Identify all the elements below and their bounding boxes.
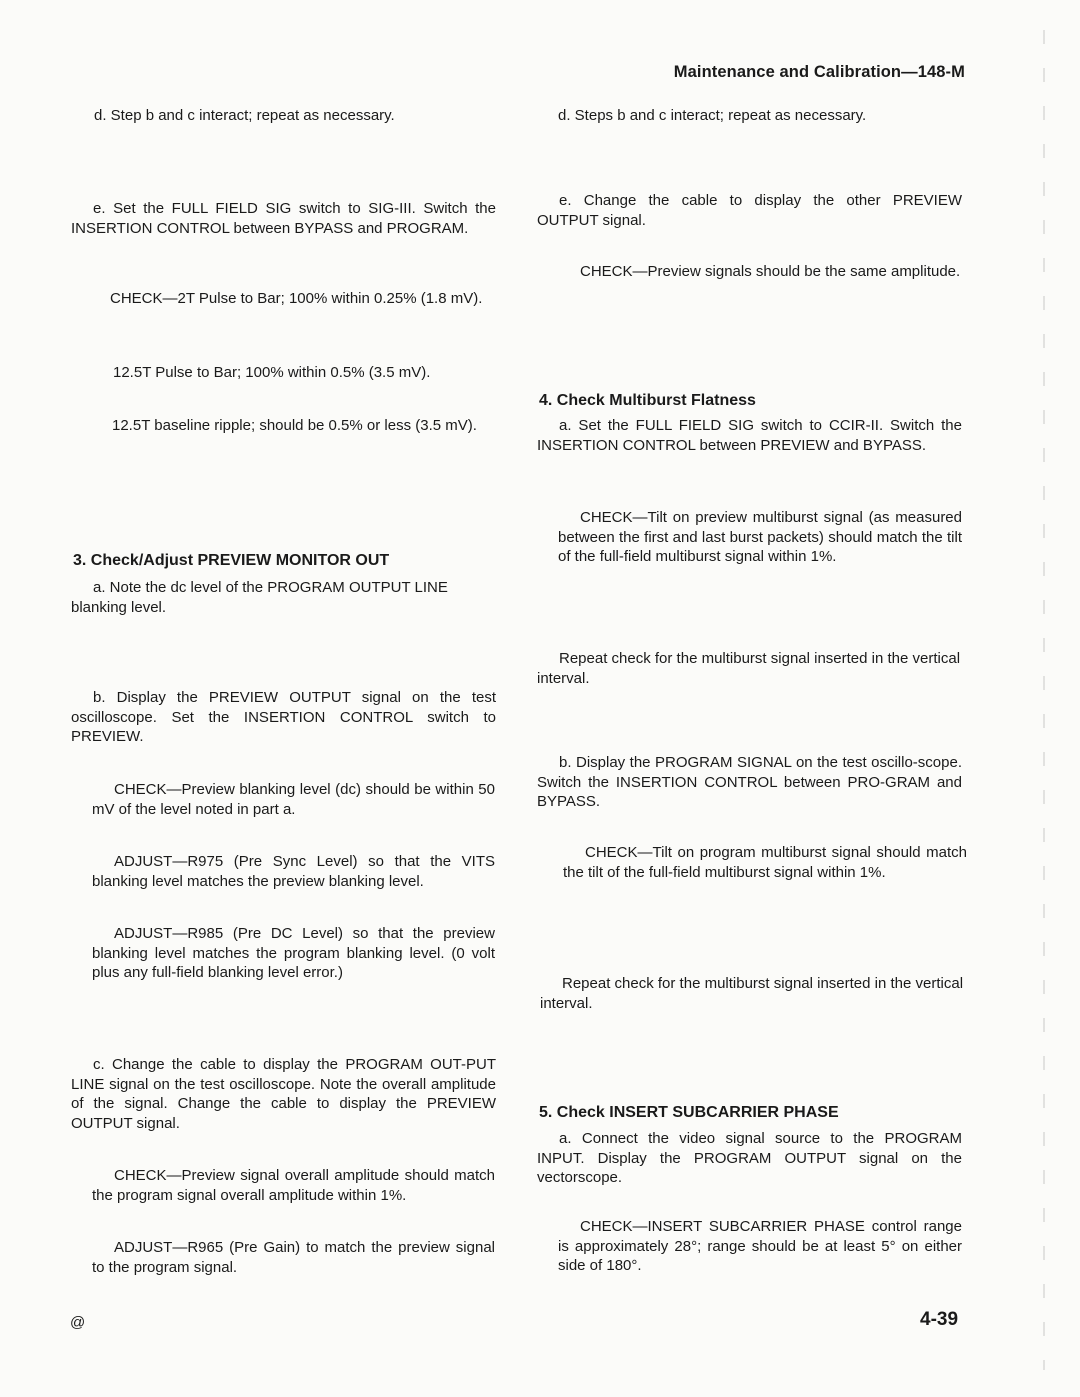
section-3-title: 3. Check/Adjust PREVIEW MONITOR OUT (73, 552, 390, 569)
check-125t-pulse-bar: 12.5T Pulse to Bar; 100% within 0.5% (3.5 mV). (113, 364, 431, 381)
page-number: 4-39 (920, 1309, 959, 1330)
check-125t-ripple: 12.5T baseline ripple; should be 0.5% or less (3.5 mV). (112, 417, 477, 434)
section-4-check-tilt-preview: CHECK—Tilt on preview multiburst signal (as measured between the first and last burst packets) should match the tilt of the full-field multiburst signal within 1%. (558, 509, 962, 565)
section-3-adjust-r985: ADJUST—R985 (Pre DC Level) so that the preview blanking level matches the program blanking level. (0 volt plus any full-field blanking level error.) (92, 925, 495, 981)
right-step-e: e. Change the cable to display the other PREVIEW OUTPUT signal. (537, 192, 962, 229)
left-step-d: d. Step b and c interact; repeat as necessary. (94, 107, 395, 124)
section-3-check-blanking: CHECK—Preview blanking level (dc) should be within 50 mV of the level noted in part a. (92, 781, 495, 818)
section-3-step-c: c. Change the cable to display the PROGRAM OUT-PUT LINE signal on the test oscilloscope. Note the overall amplitude of the signal. Change the cable to display the PREVIEW OUTPUT signal. (71, 1056, 496, 1132)
section-3-adjust-r975: ADJUST—R975 (Pre Sync Level) so that the VITS blanking level matches the preview blanking level. (92, 853, 495, 890)
scan-edge-marks (1043, 30, 1045, 1370)
section-3-step-b: b. Display the PREVIEW OUTPUT signal on the test oscilloscope. Set the INSERTION CONTROL switch to PREVIEW. (71, 689, 496, 745)
copyright-symbol: @ (70, 1314, 86, 1331)
section-4-title: 4. Check Multiburst Flatness (539, 392, 756, 409)
left-step-e: e. Set the FULL FIELD SIG switch to SIG-III. Switch the INSERTION CONTROL between BYPASS and PROGRAM. (71, 200, 496, 237)
section-5-title: 5. Check INSERT SUBCARRIER PHASE (539, 1104, 839, 1121)
section-4-step-b: b. Display the PROGRAM SIGNAL on the test oscillo-scope. Switch the INSERTION CONTROL between PRO-GRAM and BYPASS. (537, 754, 962, 810)
section-3-step-a: a. Note the dc level of the PROGRAM OUTPUT LINE blanking level. (71, 579, 448, 616)
section-3-adjust-r965: ADJUST—R965 (Pre Gain) to match the preview signal to the program signal. (92, 1239, 495, 1276)
page-header: Maintenance and Calibration—148-M (673, 63, 965, 81)
section-5-step-a: a. Connect the video signal source to the PROGRAM INPUT. Display the PROGRAM OUTPUT signal on the vectorscope. (537, 1130, 962, 1186)
section-4-step-a: a. Set the FULL FIELD SIG switch to CCIR-II. Switch the INSERTION CONTROL between PREVIEW and BYPASS. (537, 417, 962, 454)
section-3-check-amplitude: CHECK—Preview signal overall amplitude should match the program signal overall amplitude within 1%. (92, 1167, 495, 1204)
section-4-repeat-1: Repeat check for the multiburst signal inserted in the vertical interval. (537, 650, 961, 687)
right-step-d: d. Steps b and c interact; repeat as necessary. (558, 107, 867, 124)
check-2t-pulse: CHECK—2T Pulse to Bar; 100% within 0.25% (1.8 mV). (110, 290, 483, 307)
section-4-check-tilt-program: CHECK—Tilt on program multiburst signal should match the tilt of the full-field multiburst signal within 1%. (563, 844, 967, 881)
section-5-check-phase: CHECK—INSERT SUBCARRIER PHASE control range is approximately 28°; range should be at least 5° on either side of 180°. (558, 1218, 962, 1274)
section-4-repeat-2: Repeat check for the multiburst signal inserted in the vertical interval. (540, 975, 964, 1012)
check-preview-same-amplitude: CHECK—Preview signals should be the same amplitude. (580, 263, 961, 280)
